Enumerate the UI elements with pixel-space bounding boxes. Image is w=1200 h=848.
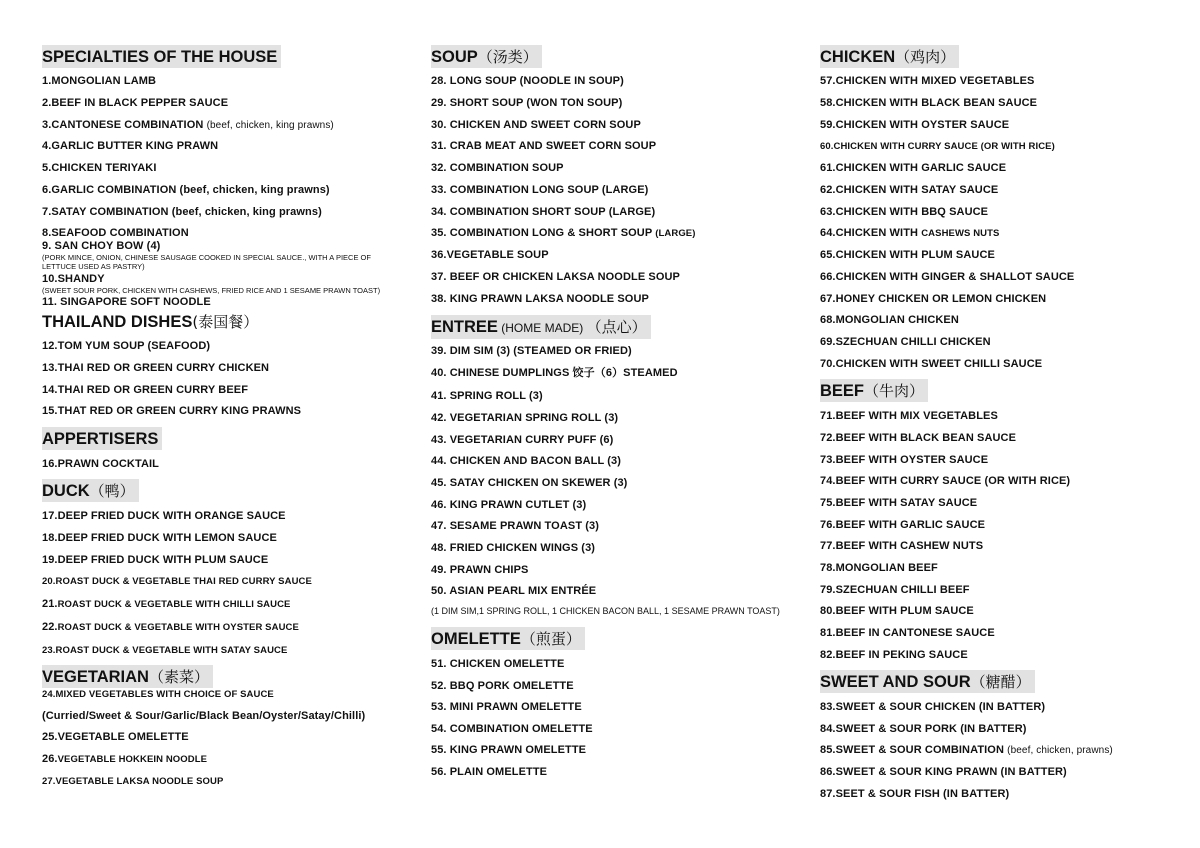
item-description: (PORK MINCE, ONION, CHINESE SAUSAGE COOKED IN SPECIAL SAUCE., WITH A PIECE OF <box>42 253 371 262</box>
menu-item: 62.CHICKEN WITH SATAY SAUCE <box>820 184 999 196</box>
section-title-soup: SOUP（汤类） <box>431 45 542 68</box>
menu-item: 8.SEAFOOD COMBINATION <box>42 227 189 239</box>
menu-item: 34. COMBINATION SHORT SOUP (LARGE) <box>431 206 656 218</box>
menu-item: 68.MONGOLIAN CHICKEN <box>820 314 959 326</box>
menu-item: 70.CHICKEN WITH SWEET CHILLI SAUCE <box>820 358 1043 370</box>
menu-item: 19.DEEP FRIED DUCK WITH PLUM SAUCE <box>42 554 269 566</box>
menu-item: 20.ROAST DUCK & VEGETABLE THAI RED CURRY SAUCE <box>42 576 312 587</box>
section-title-entree: ENTREE (HOME MADE) （点心） <box>431 315 651 339</box>
menu-item: 12.TOM YUM SOUP (SEAFOOD) <box>42 340 211 352</box>
menu-item: 33. COMBINATION LONG SOUP (LARGE) <box>431 184 649 196</box>
menu-item: 74.BEEF WITH CURRY SAUCE (OR WITH RICE) <box>820 475 1071 487</box>
menu-item: 1.MONGOLIAN LAMB <box>42 75 157 87</box>
menu-item: 51. CHICKEN OMELETTE <box>431 658 565 670</box>
item-description: LETTUCE USED AS PASTRY) <box>42 262 145 271</box>
item-description: (SWEET SOUR PORK, CHICKEN WITH CASHEWS, FRIED RICE AND 1 SESAME PRAWN TOAST) <box>42 286 381 295</box>
section-title-vegetarian: VEGETARIAN（素菜） <box>42 665 213 688</box>
section-title-specialties: SPECIALTIES OF THE HOUSE <box>42 45 281 68</box>
menu-item: 39. DIM SIM (3) (STEAMED OR FRIED) <box>431 345 632 357</box>
menu-item: 65.CHICKEN WITH PLUM SAUCE <box>820 249 995 261</box>
menu-item: 16.PRAWN COCKTAIL <box>42 458 160 470</box>
menu-item: 78.MONGOLIAN BEEF <box>820 562 938 574</box>
menu-item: 10.SHANDY <box>42 273 105 285</box>
menu-item: 40. CHINESE DUMPLINGS 饺子（6）STEAMED <box>431 367 678 379</box>
menu-item: 60.CHICKEN WITH CURRY SAUCE (OR WITH RICE) <box>820 141 1055 152</box>
menu-item: 21.ROAST DUCK & VEGETABLE WITH CHILLI SAUCE <box>42 598 291 610</box>
menu-item: 82.BEEF IN PEKING SAUCE <box>820 649 968 661</box>
menu-item: 27.VEGETABLE LAKSA NOODLE SOUP <box>42 776 224 787</box>
menu-item: 6.GARLIC COMBINATION (beef, chicken, king prawns) <box>42 184 330 196</box>
menu-item: 80.BEEF WITH PLUM SAUCE <box>820 605 974 617</box>
menu-item: 41. SPRING ROLL (3) <box>431 390 543 402</box>
menu-item: 81.BEEF IN CANTONESE SAUCE <box>820 627 995 639</box>
menu-item: 9. SAN CHOY BOW (4) <box>42 240 161 252</box>
menu-item: 3.CANTONESE COMBINATION (beef, chicken, king prawns) <box>42 119 334 131</box>
menu-item: 29. SHORT SOUP (WON TON SOUP) <box>431 97 623 109</box>
menu-item: 54. COMBINATION OMELETTE <box>431 723 593 735</box>
menu-item: 56. PLAIN OMELETTE <box>431 766 548 778</box>
menu-item: 67.HONEY CHICKEN OR LEMON CHICKEN <box>820 293 1047 305</box>
menu-item: 13.THAI RED OR GREEN CURRY CHICKEN <box>42 362 270 374</box>
menu-item: 24.MIXED VEGETABLES WITH CHOICE OF SAUCE <box>42 689 274 700</box>
section-title-sweet-sour: SWEET AND SOUR（糖醋） <box>820 670 1035 693</box>
menu-item: 32. COMBINATION SOUP <box>431 162 564 174</box>
menu-item: 73.BEEF WITH OYSTER SAUCE <box>820 454 989 466</box>
section-title-duck: DUCK（鸭） <box>42 479 139 502</box>
menu-item: 72.BEEF WITH BLACK BEAN SAUCE <box>820 432 1017 444</box>
menu-item: 53. MINI PRAWN OMELETTE <box>431 701 582 713</box>
menu-item: 2.BEEF IN BLACK PEPPER SAUCE <box>42 97 229 109</box>
menu-item: 45. SATAY CHICKEN ON SKEWER (3) <box>431 477 628 489</box>
menu-item: 75.BEEF WITH SATAY SAUCE <box>820 497 978 509</box>
section-title-thailand: THAILAND DISHES(泰国餐） <box>42 313 259 331</box>
menu-item: 49. PRAWN CHIPS <box>431 564 529 576</box>
menu-item: 79.SZECHUAN CHILLI BEEF <box>820 584 970 596</box>
menu-item: 69.SZECHUAN CHILLI CHICKEN <box>820 336 991 348</box>
menu-item: 7.SATAY COMBINATION (beef, chicken, king prawns) <box>42 206 322 218</box>
menu-item: 55. KING PRAWN OMELETTE <box>431 744 587 756</box>
menu-item: 11. SINGAPORE SOFT NOODLE <box>42 296 211 308</box>
menu-item: 76.BEEF WITH GARLIC SAUCE <box>820 519 986 531</box>
menu-item: 38. KING PRAWN LAKSA NOODLE SOUP <box>431 293 649 305</box>
section-title-omelette: OMELETTE（煎蛋） <box>431 627 585 650</box>
menu-item: 25.VEGETABLE OMELETTE <box>42 731 189 743</box>
menu-item: 31. CRAB MEAT AND SWEET CORN SOUP <box>431 140 657 152</box>
menu-item: 77.BEEF WITH CASHEW NUTS <box>820 540 984 552</box>
menu-item: 26.VEGETABLE HOKKEIN NOODLE <box>42 753 208 765</box>
menu-item: 44. CHICKEN AND BACON BALL (3) <box>431 455 622 467</box>
menu-item: 52. BBQ PORK OMELETTE <box>431 680 574 692</box>
section-title-appertisers: APPERTISERS <box>42 427 162 450</box>
menu-item: 30. CHICKEN AND SWEET CORN SOUP <box>431 119 641 131</box>
menu-item: 50. ASIAN PEARL MIX ENTRÉE <box>431 585 597 597</box>
menu-item: 28. LONG SOUP (NOODLE IN SOUP) <box>431 75 624 87</box>
menu-item: 86.SWEET & SOUR KING PRAWN (IN BATTER) <box>820 766 1067 778</box>
menu-item: 43. VEGETARIAN CURRY PUFF (6) <box>431 434 614 446</box>
menu-item: 61.CHICKEN WITH GARLIC SAUCE <box>820 162 1007 174</box>
menu-item: 42. VEGETARIAN SPRING ROLL (3) <box>431 412 619 424</box>
menu-item: 48. FRIED CHICKEN WINGS (3) <box>431 542 596 554</box>
menu-item: 64.CHICKEN WITH CASHEWS NUTS <box>820 227 1000 239</box>
menu-item: 47. SESAME PRAWN TOAST (3) <box>431 520 600 532</box>
section-title-chicken: CHICKEN（鸡肉） <box>820 45 959 68</box>
menu-item: 85.SWEET & SOUR COMBINATION (beef, chicken, prawns) <box>820 744 1113 756</box>
menu-item: 36.VEGETABLE SOUP <box>431 249 549 261</box>
menu-item: 37. BEEF OR CHICKEN LAKSA NOODLE SOUP <box>431 271 680 283</box>
menu-item: 58.CHICKEN WITH BLACK BEAN SAUCE <box>820 97 1038 109</box>
menu-item: 17.DEEP FRIED DUCK WITH ORANGE SAUCE <box>42 510 286 522</box>
menu-item: 63.CHICKEN WITH BBQ SAUCE <box>820 206 989 218</box>
item-description: (1 DIM SIM,1 SPRING ROLL, 1 CHICKEN BACON BALL, 1 SESAME PRAWN TOAST) <box>431 606 780 616</box>
menu-item: 46. KING PRAWN CUTLET (3) <box>431 499 587 511</box>
menu-item: 23.ROAST DUCK & VEGETABLE WITH SATAY SAUCE <box>42 645 288 656</box>
menu-item: 18.DEEP FRIED DUCK WITH LEMON SAUCE <box>42 532 277 544</box>
menu-item: 15.THAT RED OR GREEN CURRY KING PRAWNS <box>42 405 302 417</box>
menu-item: 22.ROAST DUCK & VEGETABLE WITH OYSTER SAUCE <box>42 621 299 633</box>
menu-item: 87.SEET & SOUR FISH (IN BATTER) <box>820 788 1010 800</box>
menu-item: 84.SWEET & SOUR PORK (IN BATTER) <box>820 723 1027 735</box>
menu-item: 71.BEEF WITH MIX VEGETABLES <box>820 410 998 422</box>
menu-item: 35. COMBINATION LONG & SHORT SOUP (LARGE) <box>431 227 696 239</box>
menu-item: 83.SWEET & SOUR CHICKEN (IN BATTER) <box>820 701 1046 713</box>
menu-item: 4.GARLIC BUTTER KING PRAWN <box>42 140 219 152</box>
menu-item: 5.CHICKEN TERIYAKI <box>42 162 157 174</box>
item-description: (Curried/Sweet & Sour/Garlic/Black Bean/Oyster/Satay/Chilli) <box>42 710 366 722</box>
menu-item: 59.CHICKEN WITH OYSTER SAUCE <box>820 119 1010 131</box>
menu-item: 66.CHICKEN WITH GINGER & SHALLOT SAUCE <box>820 271 1075 283</box>
menu-item: 57.CHICKEN WITH MIXED VEGETABLES <box>820 75 1035 87</box>
menu-item: 14.THAI RED OR GREEN CURRY BEEF <box>42 384 249 396</box>
section-title-beef: BEEF（牛肉） <box>820 379 928 402</box>
